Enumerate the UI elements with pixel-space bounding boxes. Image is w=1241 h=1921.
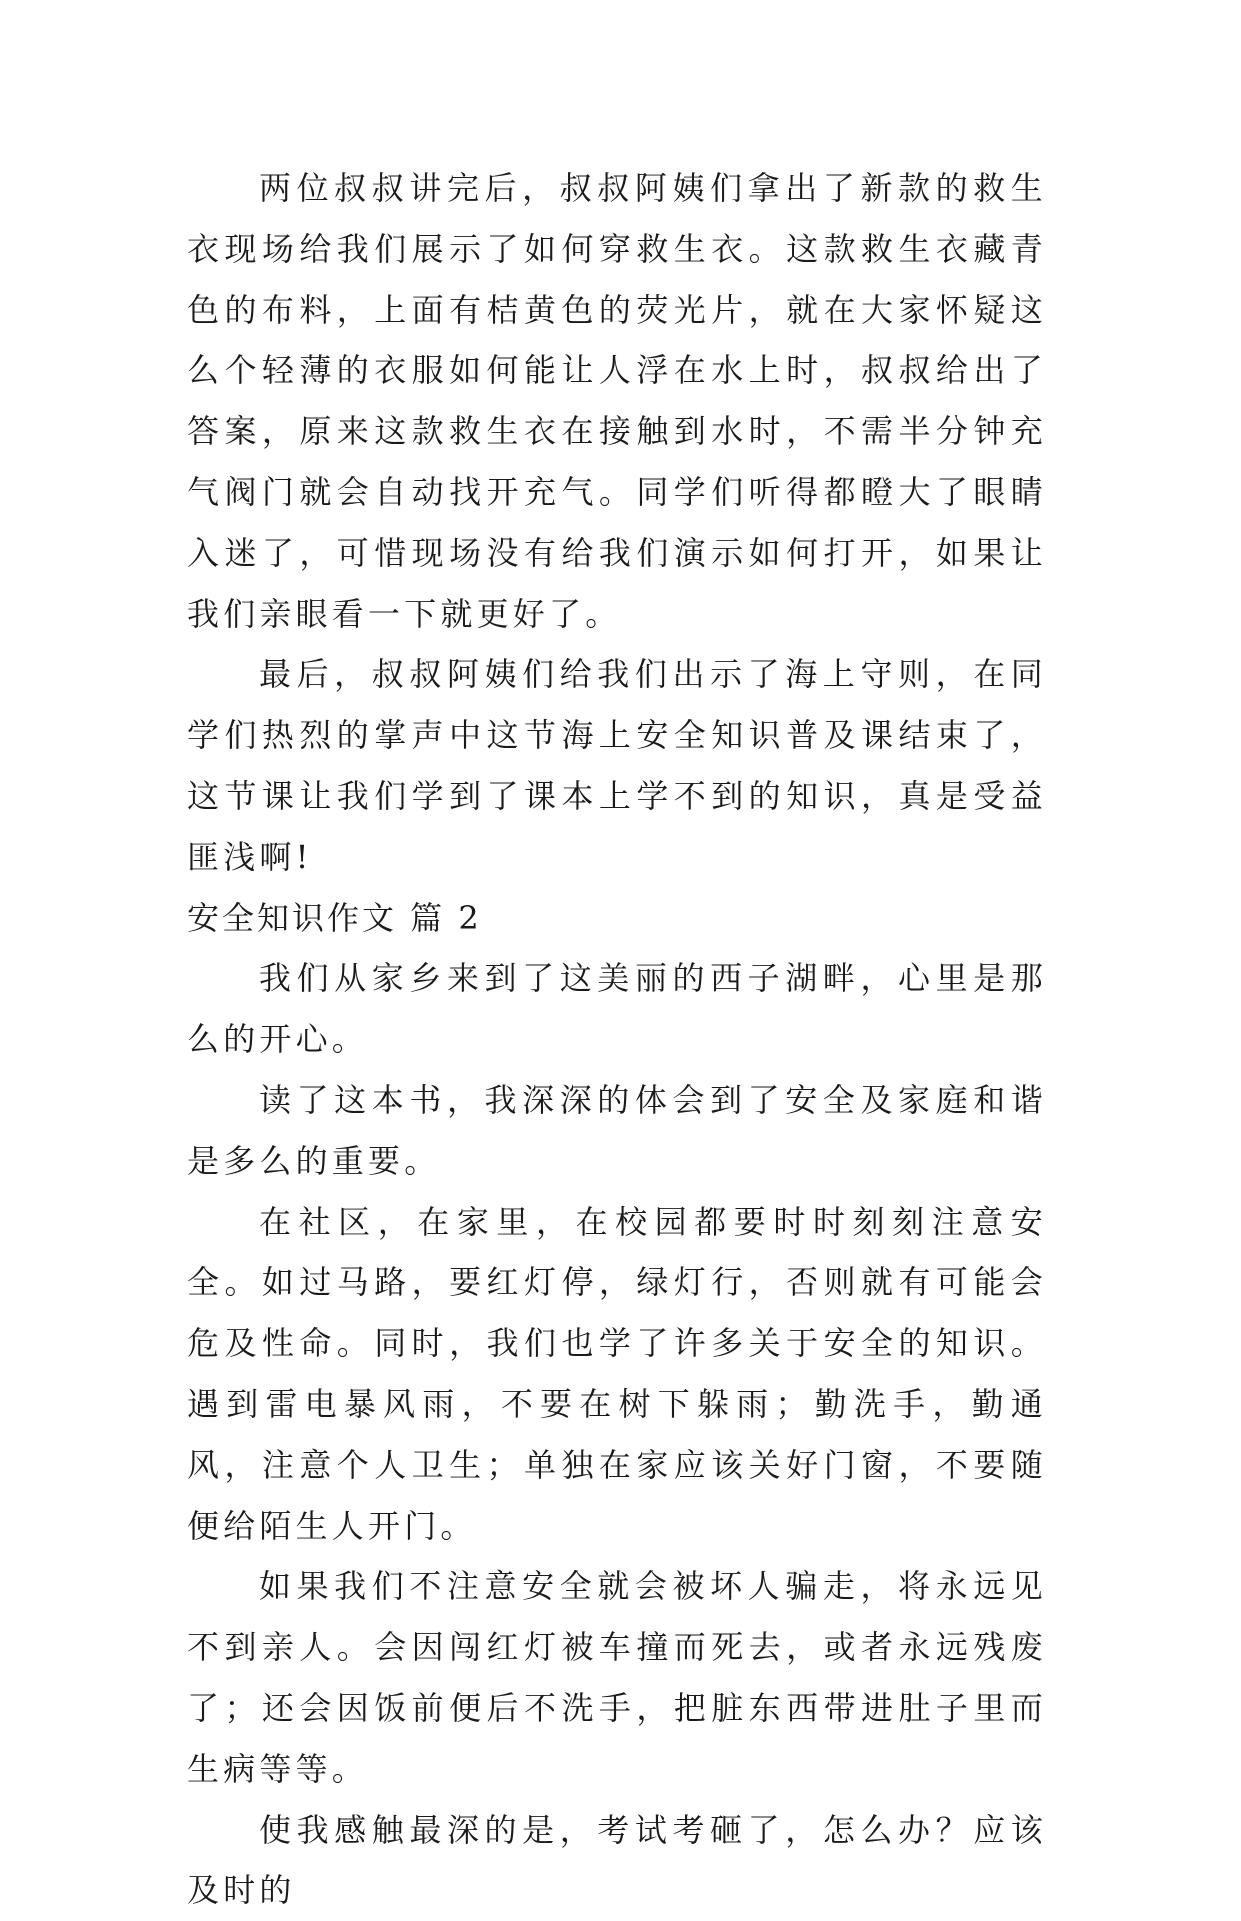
document-body [187, 158, 1047, 1921]
paragraph-book: 读了这本书，我深深的体会到了安全及家庭和谐是多么的重要。 [187, 1080, 1047, 1180]
paragraph-life-jacket: 两位叔叔讲完后，叔叔阿姨们拿出了新款的救生衣现场给我们展示了如何穿救生衣。这款救生衣藏青色的布料，上面有桔黄色的荧光片，就在大家怀疑这么个轻薄的衣服如何能让人浮在水上时，叔叔给出了答案，原来这款救生衣在接触到水时，不需半分钟充气阀门就会自动找开充气。同学们听得都瞪大了眼睛入迷了，可惜现场没有给我们演示如何打开，如果让我们亲眼看一下就更好了。 [187, 169, 1047, 633]
paragraph-west-lake: 我们从家乡来到了这美丽的西子湖畔，心里是那么的开心。 [187, 959, 1047, 1059]
essay-heading: 安全知识作文 篇 2 [187, 898, 482, 937]
paragraph-safety-tips: 在社区，在家里，在校园都要时时刻刻注意安全。如过马路，要红灯停，绿灯行，否则就有可能会危及性命。同时，我们也学了许多关于安全的知识。遇到雷电暴风雨，不要在树下躲雨；勤洗手，勤通风，注意个人卫生；单独在家应该关好门窗，不要随便给陌生人开门。 [187, 1202, 1047, 1545]
paragraph-exam: 使我感触最深的是，考试考砸了，怎么办？应该及时的 [187, 1810, 1047, 1910]
paragraph-conclusion: 最后，叔叔阿姨们给我们出示了海上守则，在同学们热烈的掌声中这节海上安全知识普及课结束了，这节课让我们学到了课本上学不到的知识，真是受益匪浅啊! [187, 655, 1047, 876]
paragraph-dangers: 如果我们不注意安全就会被坏人骗走，将永远见不到亲人。会因闯红灯被车撞而死去，或者永远残废了；还会因饭前便后不洗手，把脏东西带进肚子里而生病等等。 [187, 1567, 1047, 1788]
